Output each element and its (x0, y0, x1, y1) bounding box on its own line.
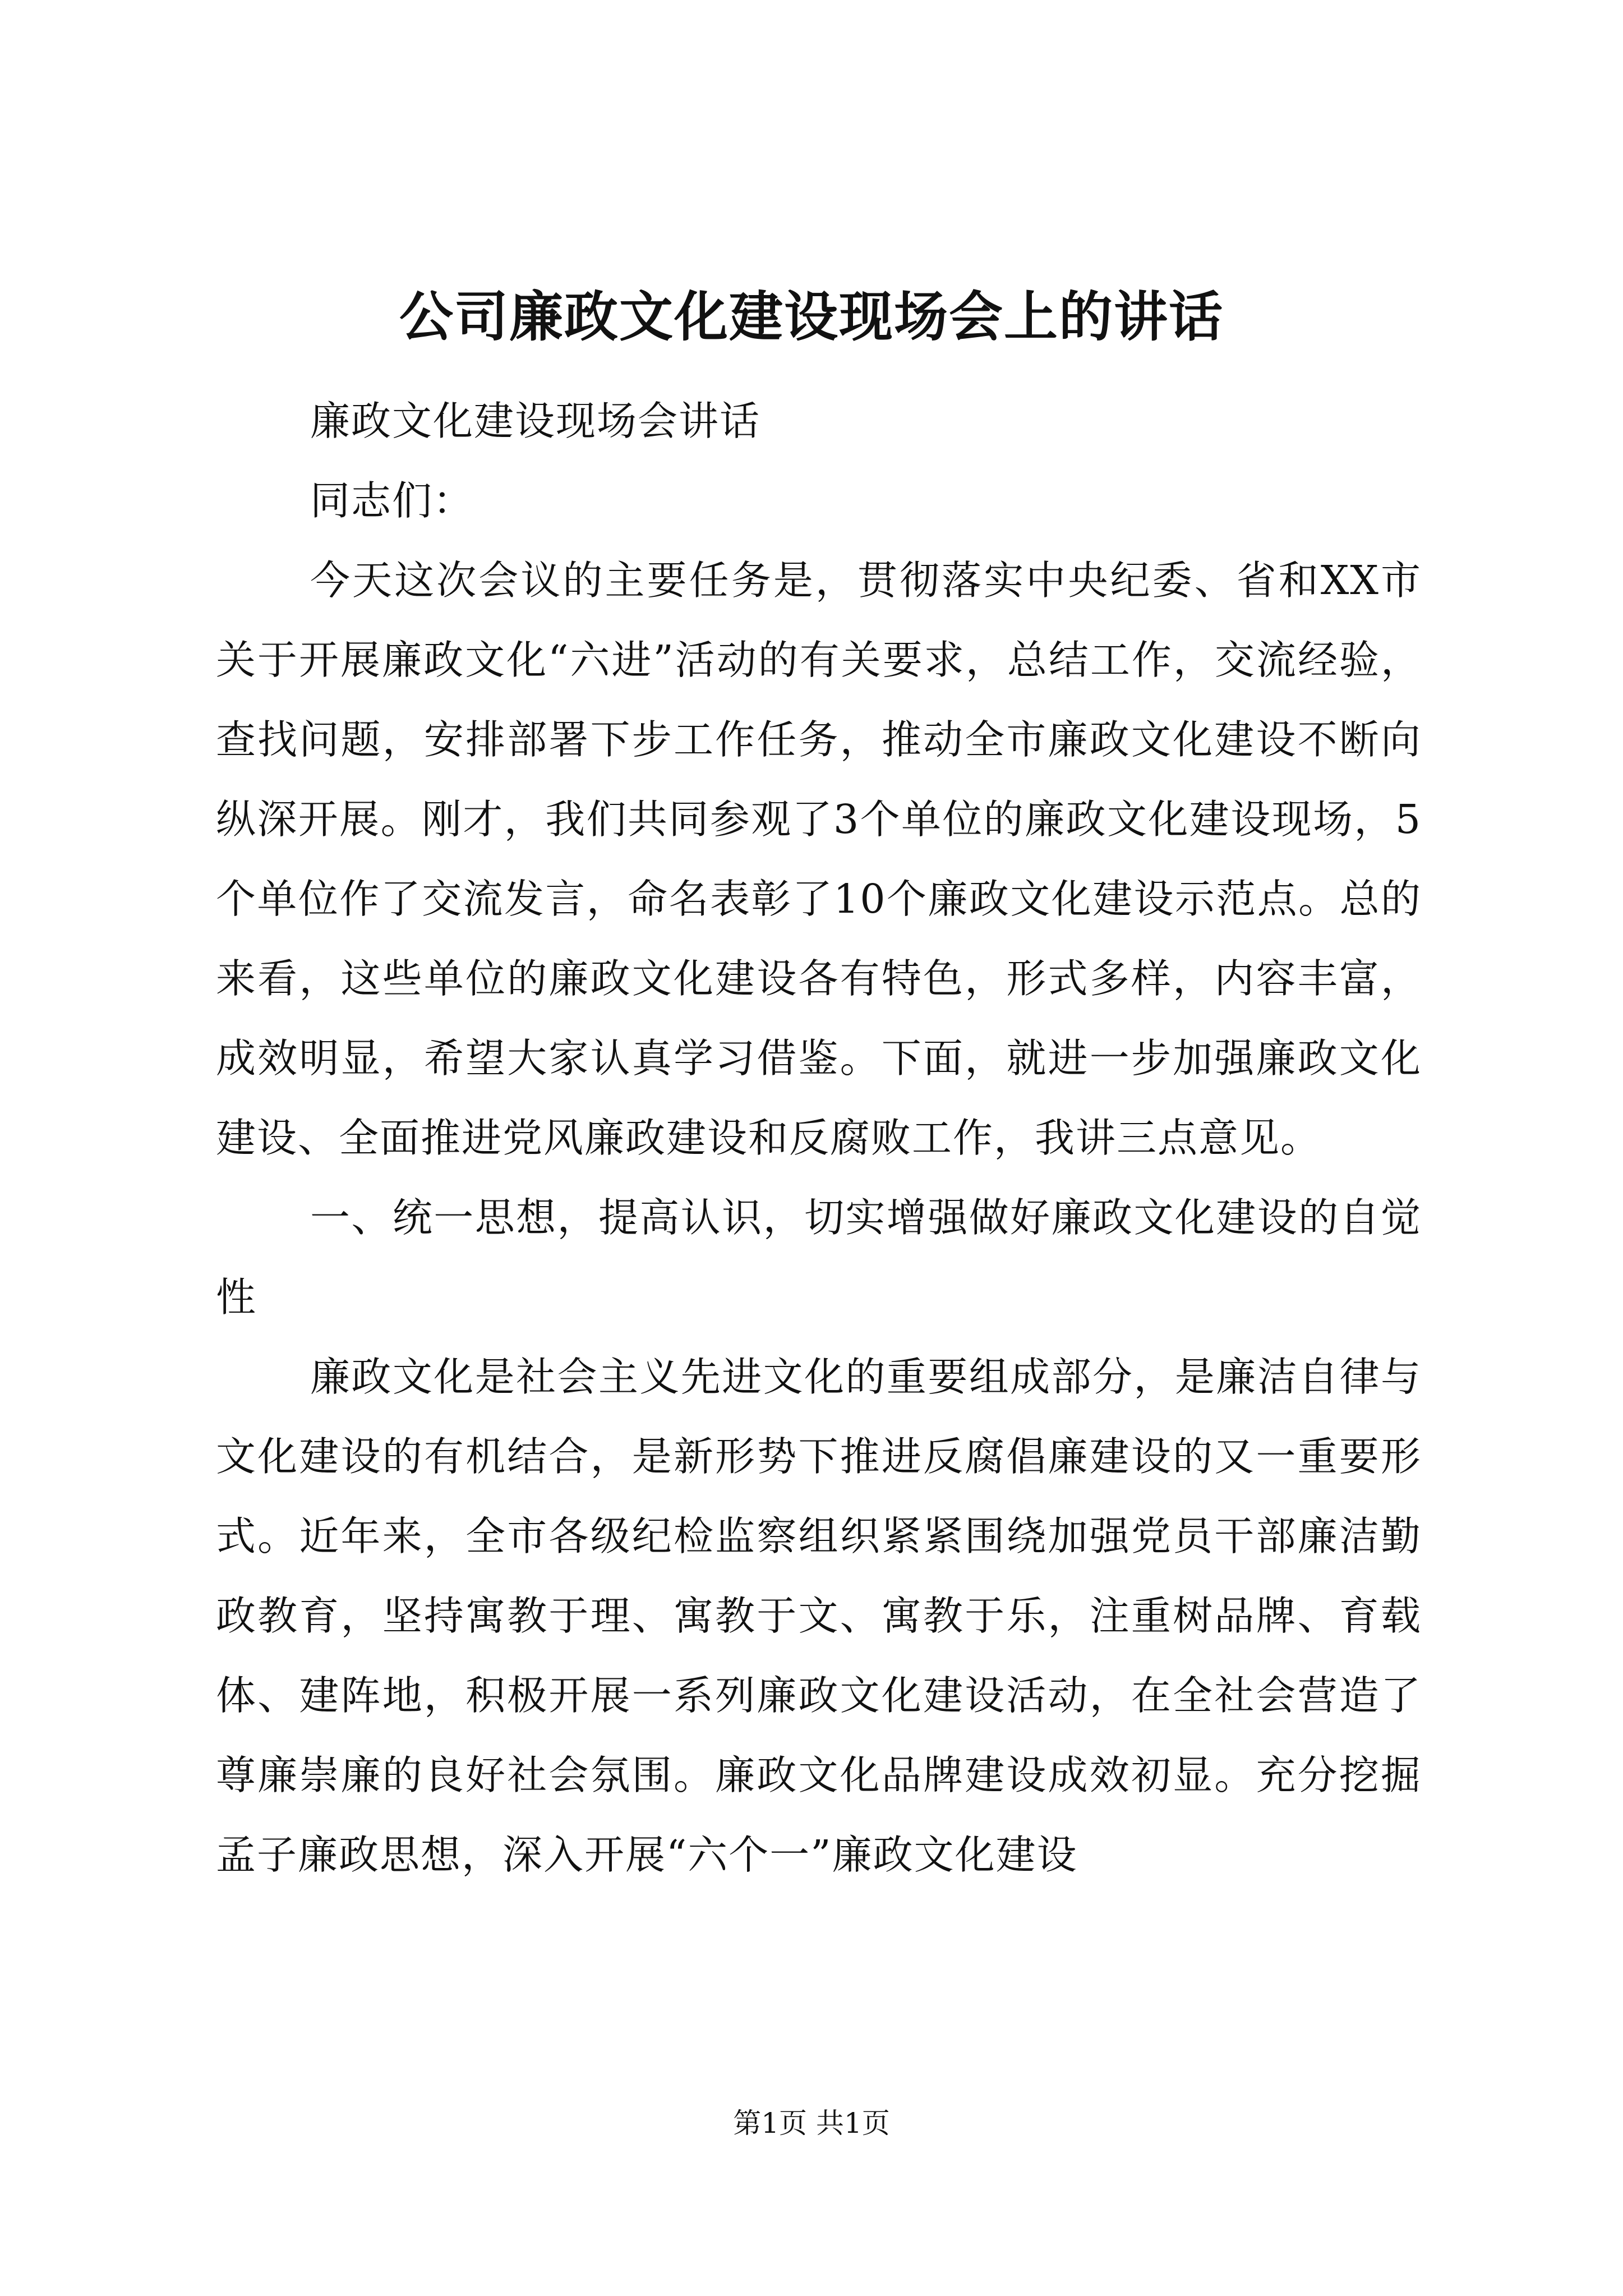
document-title: 公司廉政文化建设现场会上的讲话 (399, 285, 1224, 348)
paragraph-section-one: 廉政文化是社会主义先进文化的重要组成部分，是廉洁自律与文化建设的有机结合，是新形势下推进反腐倡廉建设的又一重要形式。近年来，全市各级纪检监察组织紧紧围绕加强党员干部廉洁勤政教育，坚持寓教于理、寓教于文、寓教于乐，注重树品牌、育载体、建阵地，积极开展一系列廉政文化建设活动，在全社会营造了尊廉崇廉的良好社会氛围。廉政文化品牌建设成效初显。充分挖掘孟子廉政思想，深入开展“六个一”廉政文化建设 (216, 1354, 1422, 1878)
section-heading-one: 一、统一思想，提高认识，切实增强做好廉政文化建设的自觉性 (216, 1194, 1422, 1320)
paragraph-subtitle: 廉政文化建设现场会讲话 (310, 398, 761, 444)
document-body (216, 381, 1422, 1895)
paragraph-intro: 今天这次会议的主要任务是，贯彻落实中央纪委、省和XX市关于开展廉政文化“六进”活动的有关要求，总结工作，交流经验，查找问题，安排部署下步工作任务，推动全市廉政文化建设不断向纵深开展。刚才，我们共同参观了3个单位的廉政文化建设现场，5个单位作了交流发言，命名表彰了10个廉政文化建设示范点。总的来看，这些单位的廉政文化建设各有特色，形式多样，内容丰富，成效明显，希望大家认真学习借鉴。下面，就进一步加强廉政文化建设、全面推进党风廉政建设和反腐败工作，我讲三点意见。 (216, 557, 1422, 1161)
paragraph-salutation: 同志们： (310, 477, 474, 524)
page-footer: 第1页 共1页 (733, 2107, 890, 2139)
